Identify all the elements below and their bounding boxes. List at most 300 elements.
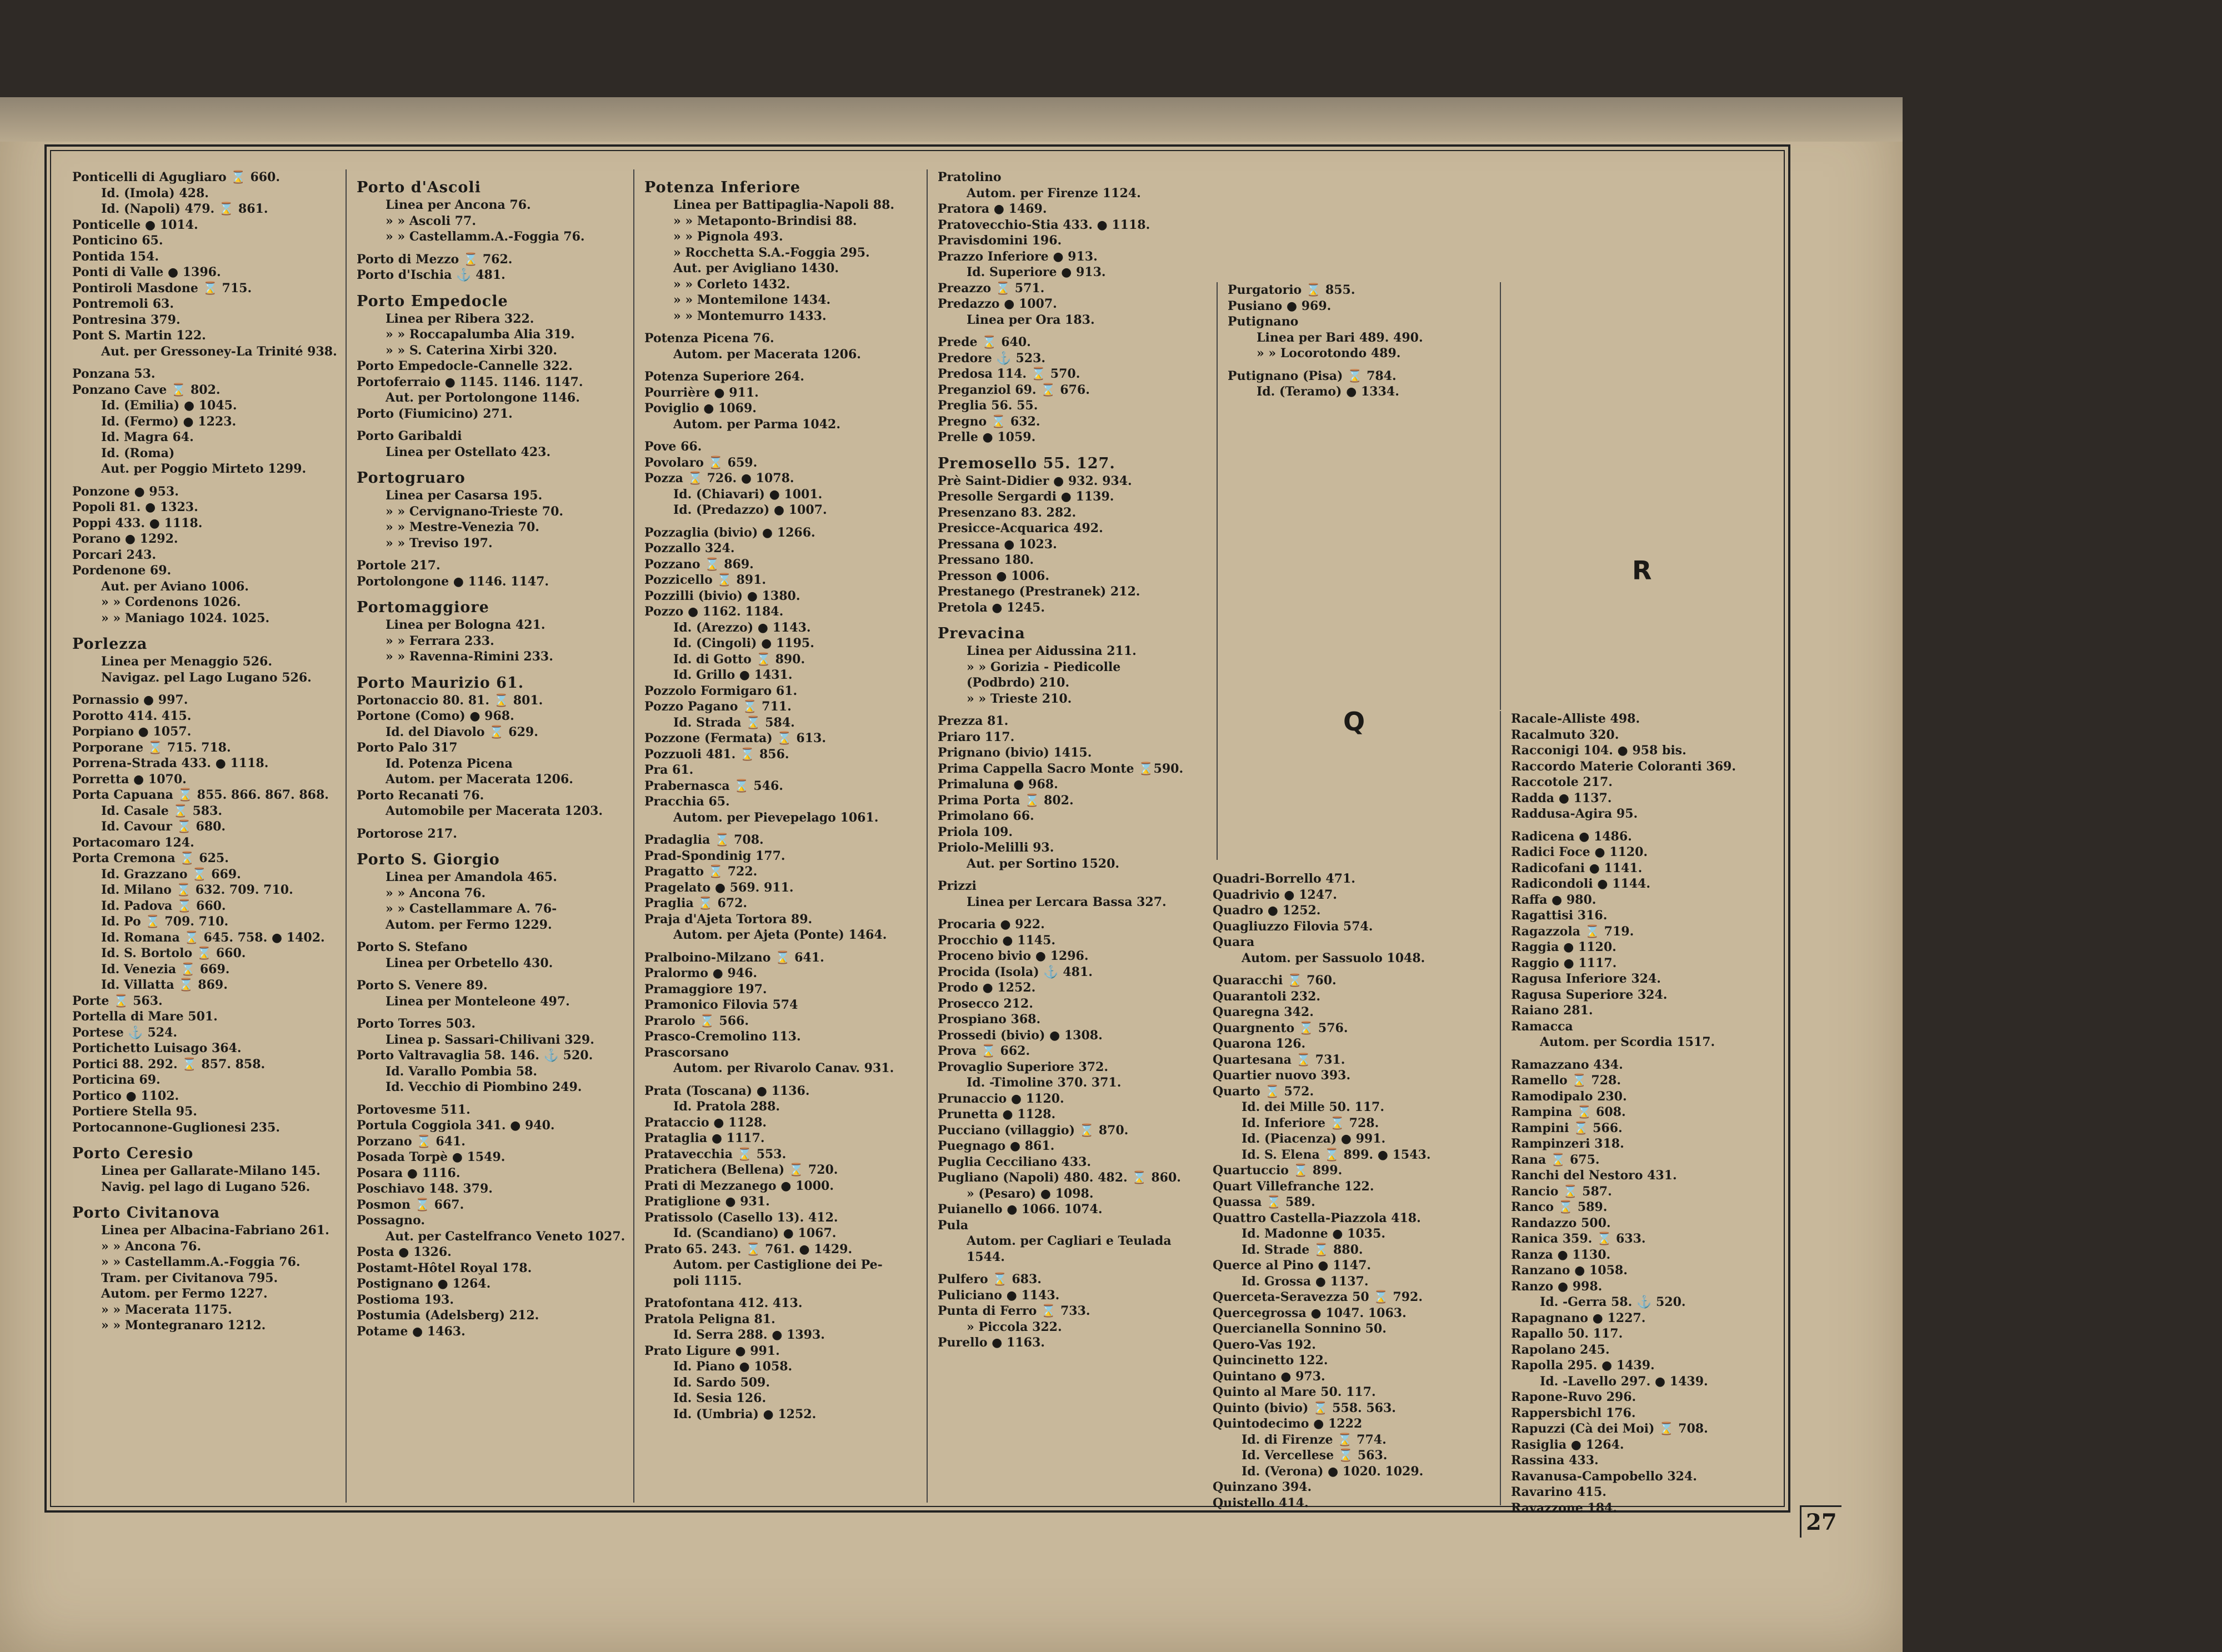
index-entry: Putignano (Pisa) ⌛ 784. xyxy=(1228,368,1397,383)
index-subentry: Id. Strada ⌛ 584. xyxy=(673,715,795,730)
index-subentry: Id. Sardo 509. xyxy=(673,1375,770,1390)
index-heading: Potenza Inferiore xyxy=(644,179,801,196)
index-entry: Presolle Sergardi ● 1139. xyxy=(938,489,1114,504)
index-subentry: Linea per Albacina-Fabriano 261. xyxy=(101,1223,329,1238)
index-subentry: Id. Serra 288. ● 1393. xyxy=(673,1328,825,1342)
index-entry: Pragatto ⌛ 722. xyxy=(644,864,758,879)
index-entry: Porzano ⌛ 641. xyxy=(357,1134,466,1149)
index-entry: Rapolano 245. xyxy=(1511,1342,1610,1357)
index-entry: Prima Cappella Sacro Monte ⌛590. xyxy=(938,761,1184,776)
index-entry: Pordenone 69. xyxy=(72,563,172,578)
index-entry: Portoferraio ● 1145. 1146. 1147. xyxy=(357,374,583,389)
index-subentry: Aut. per Avigliano 1430. xyxy=(673,261,839,276)
index-subentry: Autom. per Fermo 1229. xyxy=(386,917,552,932)
index-subentry: Aut. per Sortino 1520. xyxy=(967,856,1120,871)
index-entry: Quinzano 394. xyxy=(1213,1480,1312,1494)
index-entry: Rapone-Ruvo 296. xyxy=(1511,1390,1637,1404)
index-entry: Pratissolo (Casello 13). 412. xyxy=(644,1210,838,1225)
index-heading: Porto Ceresio xyxy=(72,1145,194,1162)
index-entry: Poviglio ● 1069. xyxy=(644,401,757,415)
index-subentry: Id. Varallo Pombia 58. xyxy=(386,1064,538,1079)
index-entry: Pugliano (Napoli) 480. 482. ⌛ 860. xyxy=(938,1170,1181,1185)
index-entry: Racconigi 104. ● 958 bis. xyxy=(1511,743,1686,758)
index-entry: Pontremoli 63. xyxy=(72,297,174,311)
index-entry: Rassina 433. xyxy=(1511,1453,1599,1468)
index-subentry: » » Ancona 76. xyxy=(101,1239,202,1254)
index-entry: Porporane ⌛ 715. 718. xyxy=(72,740,231,755)
page-top-edge xyxy=(0,97,1903,142)
index-subentry: » » Castellamm.A.-Foggia 76. xyxy=(101,1255,301,1269)
index-entry: Racalmuto 320. xyxy=(1511,727,1619,742)
index-column-2 xyxy=(346,169,634,1503)
index-entry: Quartuccio ⌛ 899. xyxy=(1213,1163,1343,1178)
index-entry: Pozzicello ⌛ 891. xyxy=(644,573,767,587)
index-entry: Predazzo ● 1007. xyxy=(938,297,1057,311)
index-entry: Pontiroli Masdone ⌛ 715. xyxy=(72,281,252,296)
index-entry: Porto (Fiumicino) 271. xyxy=(357,406,513,421)
index-entry: Presson ● 1006. xyxy=(938,568,1049,583)
index-entry: Ranchi del Nestoro 431. xyxy=(1511,1168,1677,1183)
index-entry: Quarantoli 232. xyxy=(1213,989,1321,1004)
index-subentry: Aut. per Poggio Mirteto 1299. xyxy=(101,462,307,476)
index-entry: Portone (Como) ● 968. xyxy=(357,709,514,723)
index-entry: Prunaccio ● 1120. xyxy=(938,1091,1064,1106)
index-subentry: Id. di Gotto ⌛ 890. xyxy=(673,652,805,667)
index-subentry: Aut. per Gressoney-La Trinité 938. xyxy=(101,344,337,359)
index-entry: Pozzone (Fermata) ⌛ 613. xyxy=(644,731,827,745)
index-subentry: Navigaz. pel Lago Lugano 526. xyxy=(101,670,312,685)
index-subentry: » » Ancona 76. xyxy=(386,885,486,900)
index-entry: Quarona 126. xyxy=(1213,1037,1306,1051)
section-letter-r: R xyxy=(1632,555,1652,585)
index-entry: Provaglio Superiore 372. xyxy=(938,1059,1108,1074)
index-entry: Ramacca xyxy=(1511,1019,1573,1034)
index-entry: Ragattisi 316. xyxy=(1511,908,1608,923)
index-entry: Quintano ● 973. xyxy=(1213,1369,1325,1384)
index-entry: Porto Garibaldi xyxy=(357,429,462,443)
index-entry: Ponticino 65. xyxy=(72,233,163,248)
index-entry: Prascorsano xyxy=(644,1045,729,1060)
index-entry: Presenzano 83. 282. xyxy=(938,505,1077,520)
index-entry: Prato Ligure ● 991. xyxy=(644,1343,780,1358)
index-subentry: » » Montemilone 1434. xyxy=(673,293,831,307)
index-subentry: » » Castellammare A. 76- xyxy=(386,902,557,916)
index-subentry: Id. (Scandiano) ● 1067. xyxy=(673,1226,837,1240)
index-entry: Prignano (bivio) 1415. xyxy=(938,745,1092,760)
index-subentry: Id. dei Mille 50. 117. xyxy=(1242,1100,1384,1114)
index-entry: Pradaglia ⌛ 708. xyxy=(644,833,764,847)
index-subentry: Id. (Arezzo) ● 1143. xyxy=(673,620,811,635)
index-entry: Quadrivio ● 1247. xyxy=(1213,887,1337,902)
index-entry: Prestanego (Prestranek) 212. xyxy=(938,584,1140,599)
index-subentry: Aut. per Castelfranco Veneto 1027. xyxy=(386,1229,625,1244)
index-subentry: Tram. per Civitanova 795. xyxy=(101,1270,278,1285)
index-subentry: Id. Milano ⌛ 632. 709. 710. xyxy=(101,883,293,897)
index-subentry: Id. -Gerra 58. ⚓ 520. xyxy=(1540,1295,1686,1309)
index-entry: Quattro Castella-Piazzola 418. xyxy=(1213,1210,1421,1225)
index-subentry: (Podbrdo) 210. xyxy=(967,675,1070,690)
index-entry: Preganziol 69. ⌛ 676. xyxy=(938,382,1090,397)
index-subentry: Id. -Lavello 297. ● 1439. xyxy=(1540,1374,1708,1389)
index-entry: Punta di Ferro ⌛ 733. xyxy=(938,1304,1090,1318)
index-entry: Quercianella Sonnino 50. xyxy=(1213,1321,1387,1336)
index-subentry: Automobile per Macerata 1203. xyxy=(386,804,603,818)
index-subentry: Id. -Timoline 370. 371. xyxy=(967,1075,1122,1090)
index-entry: Raccordo Materie Coloranti 369. xyxy=(1511,759,1736,774)
index-entry: Postumia (Adelsberg) 212. xyxy=(357,1308,539,1323)
index-entry: Porotto 414. 415. xyxy=(72,708,192,723)
index-entry: Porte ⌛ 563. xyxy=(72,993,163,1008)
index-subentry: Linea per Casarsa 195. xyxy=(386,488,543,503)
index-entry: Ponzone ● 953. xyxy=(72,484,179,499)
index-entry: Posara ● 1116. xyxy=(357,1165,461,1180)
index-heading: Portogruaro xyxy=(357,469,466,487)
index-entry: Ramello ⌛ 728. xyxy=(1511,1073,1621,1088)
index-subentry: poli 1115. xyxy=(673,1273,742,1288)
index-entry: Portula Coggiola 341. ● 940. xyxy=(357,1118,555,1133)
index-subentry: Id. Villatta ⌛ 869. xyxy=(101,978,228,992)
index-subentry: Autom. per Castiglione dei Pe- xyxy=(673,1258,883,1272)
index-entry: Pralormo ● 946. xyxy=(644,966,758,980)
index-subentry: Id. (Umbria) ● 1252. xyxy=(673,1406,817,1421)
index-subentry: Id. (Verona) ● 1020. 1029. xyxy=(1242,1464,1424,1479)
index-subentry: Id. Grillo ● 1431. xyxy=(673,668,793,682)
index-entry: Quara xyxy=(1213,935,1255,949)
index-entry: Porcari 243. xyxy=(72,547,157,562)
index-entry: Quincinetto 122. xyxy=(1213,1353,1328,1368)
index-subentry: Id. Potenza Picena xyxy=(386,756,513,771)
index-entry: Pontida 154. xyxy=(72,249,159,264)
index-entry: Posmon ⌛ 667. xyxy=(357,1197,464,1212)
index-heading: Porto Maurizio 61. xyxy=(357,674,524,692)
index-entry: Prosecco 212. xyxy=(938,996,1033,1011)
index-entry: Radici Foce ● 1120. xyxy=(1511,845,1648,859)
index-entry: Portico ● 1102. xyxy=(72,1088,179,1103)
index-subentry: Id. Vecchio di Piombino 249. xyxy=(386,1080,582,1094)
index-entry: Pratolino xyxy=(938,170,1002,184)
index-entry: Raffa ● 980. xyxy=(1511,892,1597,907)
column-6-divider xyxy=(1500,282,1501,710)
index-entry: Puegnago ● 861. xyxy=(938,1139,1055,1153)
index-entry: Predosa 114. ⌛ 570. xyxy=(938,367,1080,381)
index-entry: Pusiano ● 969. xyxy=(1228,298,1332,313)
index-subentry: Id. (Piacenza) ● 991. xyxy=(1242,1132,1386,1146)
index-column-3 xyxy=(633,169,931,1503)
index-subentry: Id. Cavour ⌛ 680. xyxy=(101,819,226,834)
index-subentry: Aut. per Aviano 1006. xyxy=(101,579,249,594)
index-subentry: Linea per Aidussina 211. xyxy=(967,644,1137,658)
index-entry: Ranza ● 1130. xyxy=(1511,1247,1611,1262)
index-entry: Quaregna 342. xyxy=(1213,1005,1314,1019)
index-entry: Porto Valtravaglia 58. 146. ⚓ 520. xyxy=(357,1048,593,1063)
index-entry: Procida (Isola) ⚓ 481. xyxy=(938,964,1093,979)
index-subentry: » » Maniago 1024. 1025. xyxy=(101,610,270,625)
index-subentry: » » Pignola 493. xyxy=(673,229,783,244)
index-entry: Presicce-Acquarica 492. xyxy=(938,521,1103,535)
index-entry: Rampina ⌛ 608. xyxy=(1511,1105,1626,1119)
index-subentry: » » Metaponto-Brindisi 88. xyxy=(673,213,857,228)
index-entry: Purgatorio ⌛ 855. xyxy=(1228,283,1355,297)
index-entry: Quadri-Borrello 471. xyxy=(1213,872,1355,886)
index-subentry: Linea per Ribera 322. xyxy=(386,311,534,326)
index-subentry: Autom. per Ajeta (Ponte) 1464. xyxy=(673,928,887,942)
index-entry: Ponticelli di Agugliaro ⌛ 660. xyxy=(72,170,281,184)
index-subentry: » Rocchetta S.A.-Foggia 295. xyxy=(673,245,870,260)
index-entry: Pozzo ● 1162. 1184. xyxy=(644,604,784,619)
index-entry: Prima Porta ⌛ 802. xyxy=(938,793,1074,808)
index-entry: Possagno. xyxy=(357,1213,425,1228)
index-entry: Ranco ⌛ 589. xyxy=(1511,1200,1608,1214)
index-subentry: Id. Padova ⌛ 660. xyxy=(101,898,226,913)
index-heading: Prevacina xyxy=(938,625,1025,642)
index-entry: Randazzo 500. xyxy=(1511,1215,1611,1230)
index-entry: Porto S. Stefano xyxy=(357,940,468,954)
index-entry: Rapolla 295. ● 1439. xyxy=(1511,1358,1655,1373)
index-entry: Ragusa Inferiore 324. xyxy=(1511,972,1661,986)
index-entry: Racale-Alliste 498. xyxy=(1511,712,1640,726)
index-entry: Quercegrossa ● 1047. 1063. xyxy=(1213,1305,1407,1320)
index-entry: Prè Saint-Didier ● 932. 934. xyxy=(938,473,1132,488)
index-entry: Preglia 56. 55. xyxy=(938,398,1038,413)
index-heading: Porto Civitanova xyxy=(72,1204,221,1222)
index-entry: Quintodecimo ● 1222 xyxy=(1213,1416,1363,1431)
index-entry: Procchio ● 1145. xyxy=(938,933,1056,948)
index-entry: Portovesme 511. xyxy=(357,1102,471,1117)
index-subentry: Linea per Amandola 465. xyxy=(386,870,557,884)
index-subentry: Linea per Menaggio 526. xyxy=(101,654,272,669)
index-subentry: Id. Romana ⌛ 645. 758. ● 1402. xyxy=(101,930,325,945)
index-entry: Portolongone ● 1146. 1147. xyxy=(357,574,549,589)
index-entry: Prata (Toscana) ● 1136. xyxy=(644,1083,810,1098)
index-entry: Raiano 281. xyxy=(1511,1003,1593,1018)
index-entry: Radicondoli ● 1144. xyxy=(1511,877,1651,891)
index-entry: Prede ⌛ 640. xyxy=(938,335,1031,349)
index-entry: Prezza 81. xyxy=(938,714,1009,728)
index-entry: Pragelato ● 569. 911. xyxy=(644,880,794,895)
index-entry: Potame ● 1463. xyxy=(357,1324,466,1339)
index-subentry: Linea per Ancona 76. xyxy=(386,198,531,212)
index-entry: Prossedi (bivio) ● 1308. xyxy=(938,1028,1103,1043)
index-entry: Porto di Mezzo ⌛ 762. xyxy=(357,252,513,267)
index-entry: Pressano 180. xyxy=(938,553,1034,567)
index-entry: Puglia Cecciliano 433. xyxy=(938,1154,1092,1169)
index-entry: Priaro 117. xyxy=(938,729,1015,744)
index-entry: Primolano 66. xyxy=(938,809,1034,823)
index-subentry: » » S. Caterina Xirbi 320. xyxy=(386,343,558,358)
index-subentry: Id. Venezia ⌛ 669. xyxy=(101,962,230,977)
index-entry: Prad-Spondinig 177. xyxy=(644,848,785,863)
index-entry: Ponzana 53. xyxy=(72,367,156,381)
index-entry: Predore ⚓ 523. xyxy=(938,351,1046,366)
index-subentry: Id. Strade ⌛ 880. xyxy=(1242,1242,1363,1257)
page-number: 27 xyxy=(1800,1505,1841,1538)
index-entry: Prazzo Inferiore ● 913. xyxy=(938,249,1098,264)
index-subentry: Autom. per Fermo 1227. xyxy=(101,1286,268,1301)
index-entry: Prelle ● 1059. xyxy=(938,430,1036,444)
index-entry: Porticina 69. xyxy=(72,1073,161,1087)
index-entry: Ramodipalo 230. xyxy=(1511,1089,1627,1104)
index-entry: Pozzaglia (bivio) ● 1266. xyxy=(644,525,815,540)
index-entry: Portiere Stella 95. xyxy=(72,1104,197,1119)
index-subentry: Id. Piano ● 1058. xyxy=(673,1359,793,1374)
index-subentry: Autom. per Parma 1042. xyxy=(673,417,841,432)
section-letter-q: Q xyxy=(1343,707,1365,737)
index-subentry: » » Ascoli 77. xyxy=(386,213,476,228)
index-entry: Porta Capuana ⌛ 855. 866. 867. 868. xyxy=(72,788,329,802)
index-entry: Purello ● 1163. xyxy=(938,1335,1045,1350)
index-entry: Ponticelle ● 1014. xyxy=(72,217,198,232)
index-subentry: Id. di Firenze ⌛ 774. xyxy=(1242,1432,1387,1447)
index-entry: Rappersbichl 176. xyxy=(1511,1405,1636,1420)
index-column-1 xyxy=(62,169,351,1503)
index-entry: Pula xyxy=(938,1218,969,1233)
index-subentry: » » Trieste 210. xyxy=(967,691,1072,706)
index-subentry: Autom. per Macerata 1206. xyxy=(386,772,573,787)
index-entry: Priola 109. xyxy=(938,824,1013,839)
index-subentry: Linea per Battipaglia-Napoli 88. xyxy=(673,198,895,212)
index-subentry: Id. (Chiavari) ● 1001. xyxy=(673,487,823,502)
index-entry: Porto Palo 317 xyxy=(357,740,458,755)
index-entry: Quassa ⌛ 589. xyxy=(1213,1195,1315,1209)
index-subentry: Id. Pratola 288. xyxy=(673,1099,780,1114)
index-entry: Procaria ● 922. xyxy=(938,917,1045,932)
index-entry: Radda ● 1137. xyxy=(1511,790,1612,805)
index-entry: Pregno ⌛ 632. xyxy=(938,414,1040,429)
index-entry: Pove 66. xyxy=(644,439,702,454)
index-subentry: Id. del Diavolo ⌛ 629. xyxy=(386,724,538,739)
index-entry: Pratofontana 412. 413. xyxy=(644,1296,803,1310)
index-entry: Pulfero ⌛ 683. xyxy=(938,1272,1042,1286)
index-entry: Poppi 433. ● 1118. xyxy=(72,515,203,530)
index-entry: Pralboino-Milzano ⌛ 641. xyxy=(644,950,824,965)
index-entry: Popoli 81. ● 1323. xyxy=(72,500,198,514)
index-entry: Portici 88. 292. ⌛ 857. 858. xyxy=(72,1057,266,1072)
index-entry: Poschiavo 148. 379. xyxy=(357,1182,493,1196)
index-entry: Pramaggiore 197. xyxy=(644,982,767,997)
index-entry: Porpiano ● 1057. xyxy=(72,724,192,739)
index-entry: Pozza ⌛ 726. ● 1078. xyxy=(644,471,794,485)
index-subentry: » » Montemurro 1433. xyxy=(673,308,827,323)
index-entry: Quistello 414. xyxy=(1213,1495,1309,1510)
index-entry: Pravisdomini 196. xyxy=(938,233,1062,248)
index-entry: Ranzo ● 998. xyxy=(1511,1279,1603,1294)
index-entry: Radicena ● 1486. xyxy=(1511,829,1632,844)
index-entry: Rampinzeri 318. xyxy=(1511,1137,1624,1151)
index-entry: Postignano ● 1264. xyxy=(357,1276,491,1291)
index-subentry: Autom. per Firenze 1124. xyxy=(967,186,1141,201)
index-entry: Quart Villefranche 122. xyxy=(1213,1179,1374,1194)
index-entry: Potenza Picena 76. xyxy=(644,331,774,346)
index-entry: Pratichera (Bellena) ⌛ 720. xyxy=(644,1163,838,1177)
index-entry: Posada Torpè ● 1549. xyxy=(357,1150,506,1164)
index-entry: Praglia ⌛ 672. xyxy=(644,896,748,910)
index-subentry: Autom. per Scordia 1517. xyxy=(1540,1035,1715,1049)
index-entry: Rapuzzi (Cà dei Moi) ⌛ 708. xyxy=(1511,1421,1708,1436)
index-entry: Pozzolo Formigaro 61. xyxy=(644,683,798,698)
index-subentry: » » Cervignano-Trieste 70. xyxy=(386,504,564,519)
index-subentry: » » Gorizia - Piedicolle xyxy=(967,659,1121,674)
index-subentry: » » Ferrara 233. xyxy=(386,633,494,648)
index-entry: Porrena-Strada 433. ● 1118. xyxy=(72,756,269,770)
index-entry: Rasiglia ● 1264. xyxy=(1511,1437,1624,1452)
index-entry: Pozzuoli 481. ⌛ 856. xyxy=(644,747,789,762)
index-entry: Quadro ● 1252. xyxy=(1213,903,1321,918)
index-subentry: Linea per Bari 489. 490. xyxy=(1257,330,1423,345)
index-entry: Prarolo ⌛ 566. xyxy=(644,1013,749,1028)
index-entry: Pontresina 379. xyxy=(72,312,181,327)
index-entry: Prasco-Cremolino 113. xyxy=(644,1029,801,1044)
index-subentry: » » Locorotondo 489. xyxy=(1257,346,1401,361)
index-entry: Prataccio ● 1128. xyxy=(644,1115,767,1130)
index-subentry: » » Cordenons 1026. xyxy=(101,595,241,609)
index-entry: Povolaro ⌛ 659. xyxy=(644,455,758,470)
index-entry: Portella di Mare 501. xyxy=(72,1009,218,1024)
index-entry: Pratiglione ● 931. xyxy=(644,1194,770,1209)
index-entry: Raggio ● 1117. xyxy=(1511,955,1617,970)
index-subentry: Id. (Cingoli) ● 1195. xyxy=(673,636,814,650)
index-subentry: » (Pesaro) ● 1098. xyxy=(967,1186,1094,1201)
index-entry: Pourrière ● 911. xyxy=(644,385,759,400)
index-entry: Quero-Vas 192. xyxy=(1213,1337,1316,1352)
index-entry: Prabernasca ⌛ 546. xyxy=(644,778,783,793)
index-entry: Prato 65. 243. ⌛ 761. ● 1429. xyxy=(644,1241,853,1256)
index-subentry: » Piccola 322. xyxy=(967,1319,1062,1334)
index-entry: Raddusa-Agira 95. xyxy=(1511,807,1638,821)
index-subentry: Id. (Emilia) ● 1045. xyxy=(101,398,237,413)
index-entry: Pressana ● 1023. xyxy=(938,537,1057,552)
index-entry: Portacomaro 124. xyxy=(72,835,194,850)
index-entry: Prodo ● 1252. xyxy=(938,980,1036,995)
index-entry: Ravarino 415. xyxy=(1511,1485,1607,1499)
index-entry: Porretta ● 1070. xyxy=(72,772,187,787)
index-subentry: Linea per Monteleone 497. xyxy=(386,994,570,1009)
index-entry: Prunetta ● 1128. xyxy=(938,1107,1056,1122)
index-heading: Porto Empedocle xyxy=(357,292,508,310)
index-entry: Pratola Peligna 81. xyxy=(644,1311,775,1326)
index-heading: Portomaggiore xyxy=(357,599,489,616)
index-entry: Querce al Pino ● 1147. xyxy=(1213,1258,1372,1273)
index-entry: Porto Torres 503. xyxy=(357,1017,476,1031)
index-entry: Pra 61. xyxy=(644,763,694,777)
index-subentry: Navig. pel lago di Lugano 526. xyxy=(101,1179,311,1194)
index-subentry: Id. S. Elena ⌛ 899. ● 1543. xyxy=(1242,1147,1431,1162)
index-entry: Proceno bivio ● 1296. xyxy=(938,949,1089,963)
index-entry: Putignano xyxy=(1228,314,1299,329)
index-entry: Postioma 193. xyxy=(357,1292,454,1307)
index-subentry: Id. Po ⌛ 709. 710. xyxy=(101,914,229,929)
index-entry: Praja d'Ajeta Tortora 89. xyxy=(644,912,813,927)
index-entry: Pornassio ● 997. xyxy=(72,693,188,707)
index-subentry: Id. (Predazzo) ● 1007. xyxy=(673,503,827,517)
index-subentry: Autom. per Sassuolo 1048. xyxy=(1242,950,1425,965)
index-subentry: Id. (Imola) 428. xyxy=(101,186,209,201)
index-entry: Prospiano 368. xyxy=(938,1012,1041,1027)
index-entry: Quagliuzzo Filovia 574. xyxy=(1213,919,1373,934)
index-entry: Portonaccio 80. 81. ⌛ 801. xyxy=(357,693,543,708)
index-heading: Porto d'Ascoli xyxy=(357,179,481,196)
index-subentry: Linea per Bologna 421. xyxy=(386,618,546,632)
index-subentry: » » Macerata 1175. xyxy=(101,1302,232,1317)
index-entry: Potenza Superiore 264. xyxy=(644,369,804,384)
index-entry: Pramonico Filovia 574 xyxy=(644,998,798,1012)
index-entry: Quarto ⌛ 572. xyxy=(1213,1084,1314,1099)
index-subentry: Id. Sesia 126. xyxy=(673,1391,767,1405)
index-column-5-top xyxy=(1217,282,1505,399)
index-subentry: Id. Madonne ● 1035. xyxy=(1242,1227,1386,1241)
index-subentry: Id. Vercellese ⌛ 563. xyxy=(1242,1448,1388,1463)
index-entry: Pracchia 65. xyxy=(644,794,730,809)
index-entry: Portocannone-Guglionesi 235. xyxy=(72,1120,281,1135)
